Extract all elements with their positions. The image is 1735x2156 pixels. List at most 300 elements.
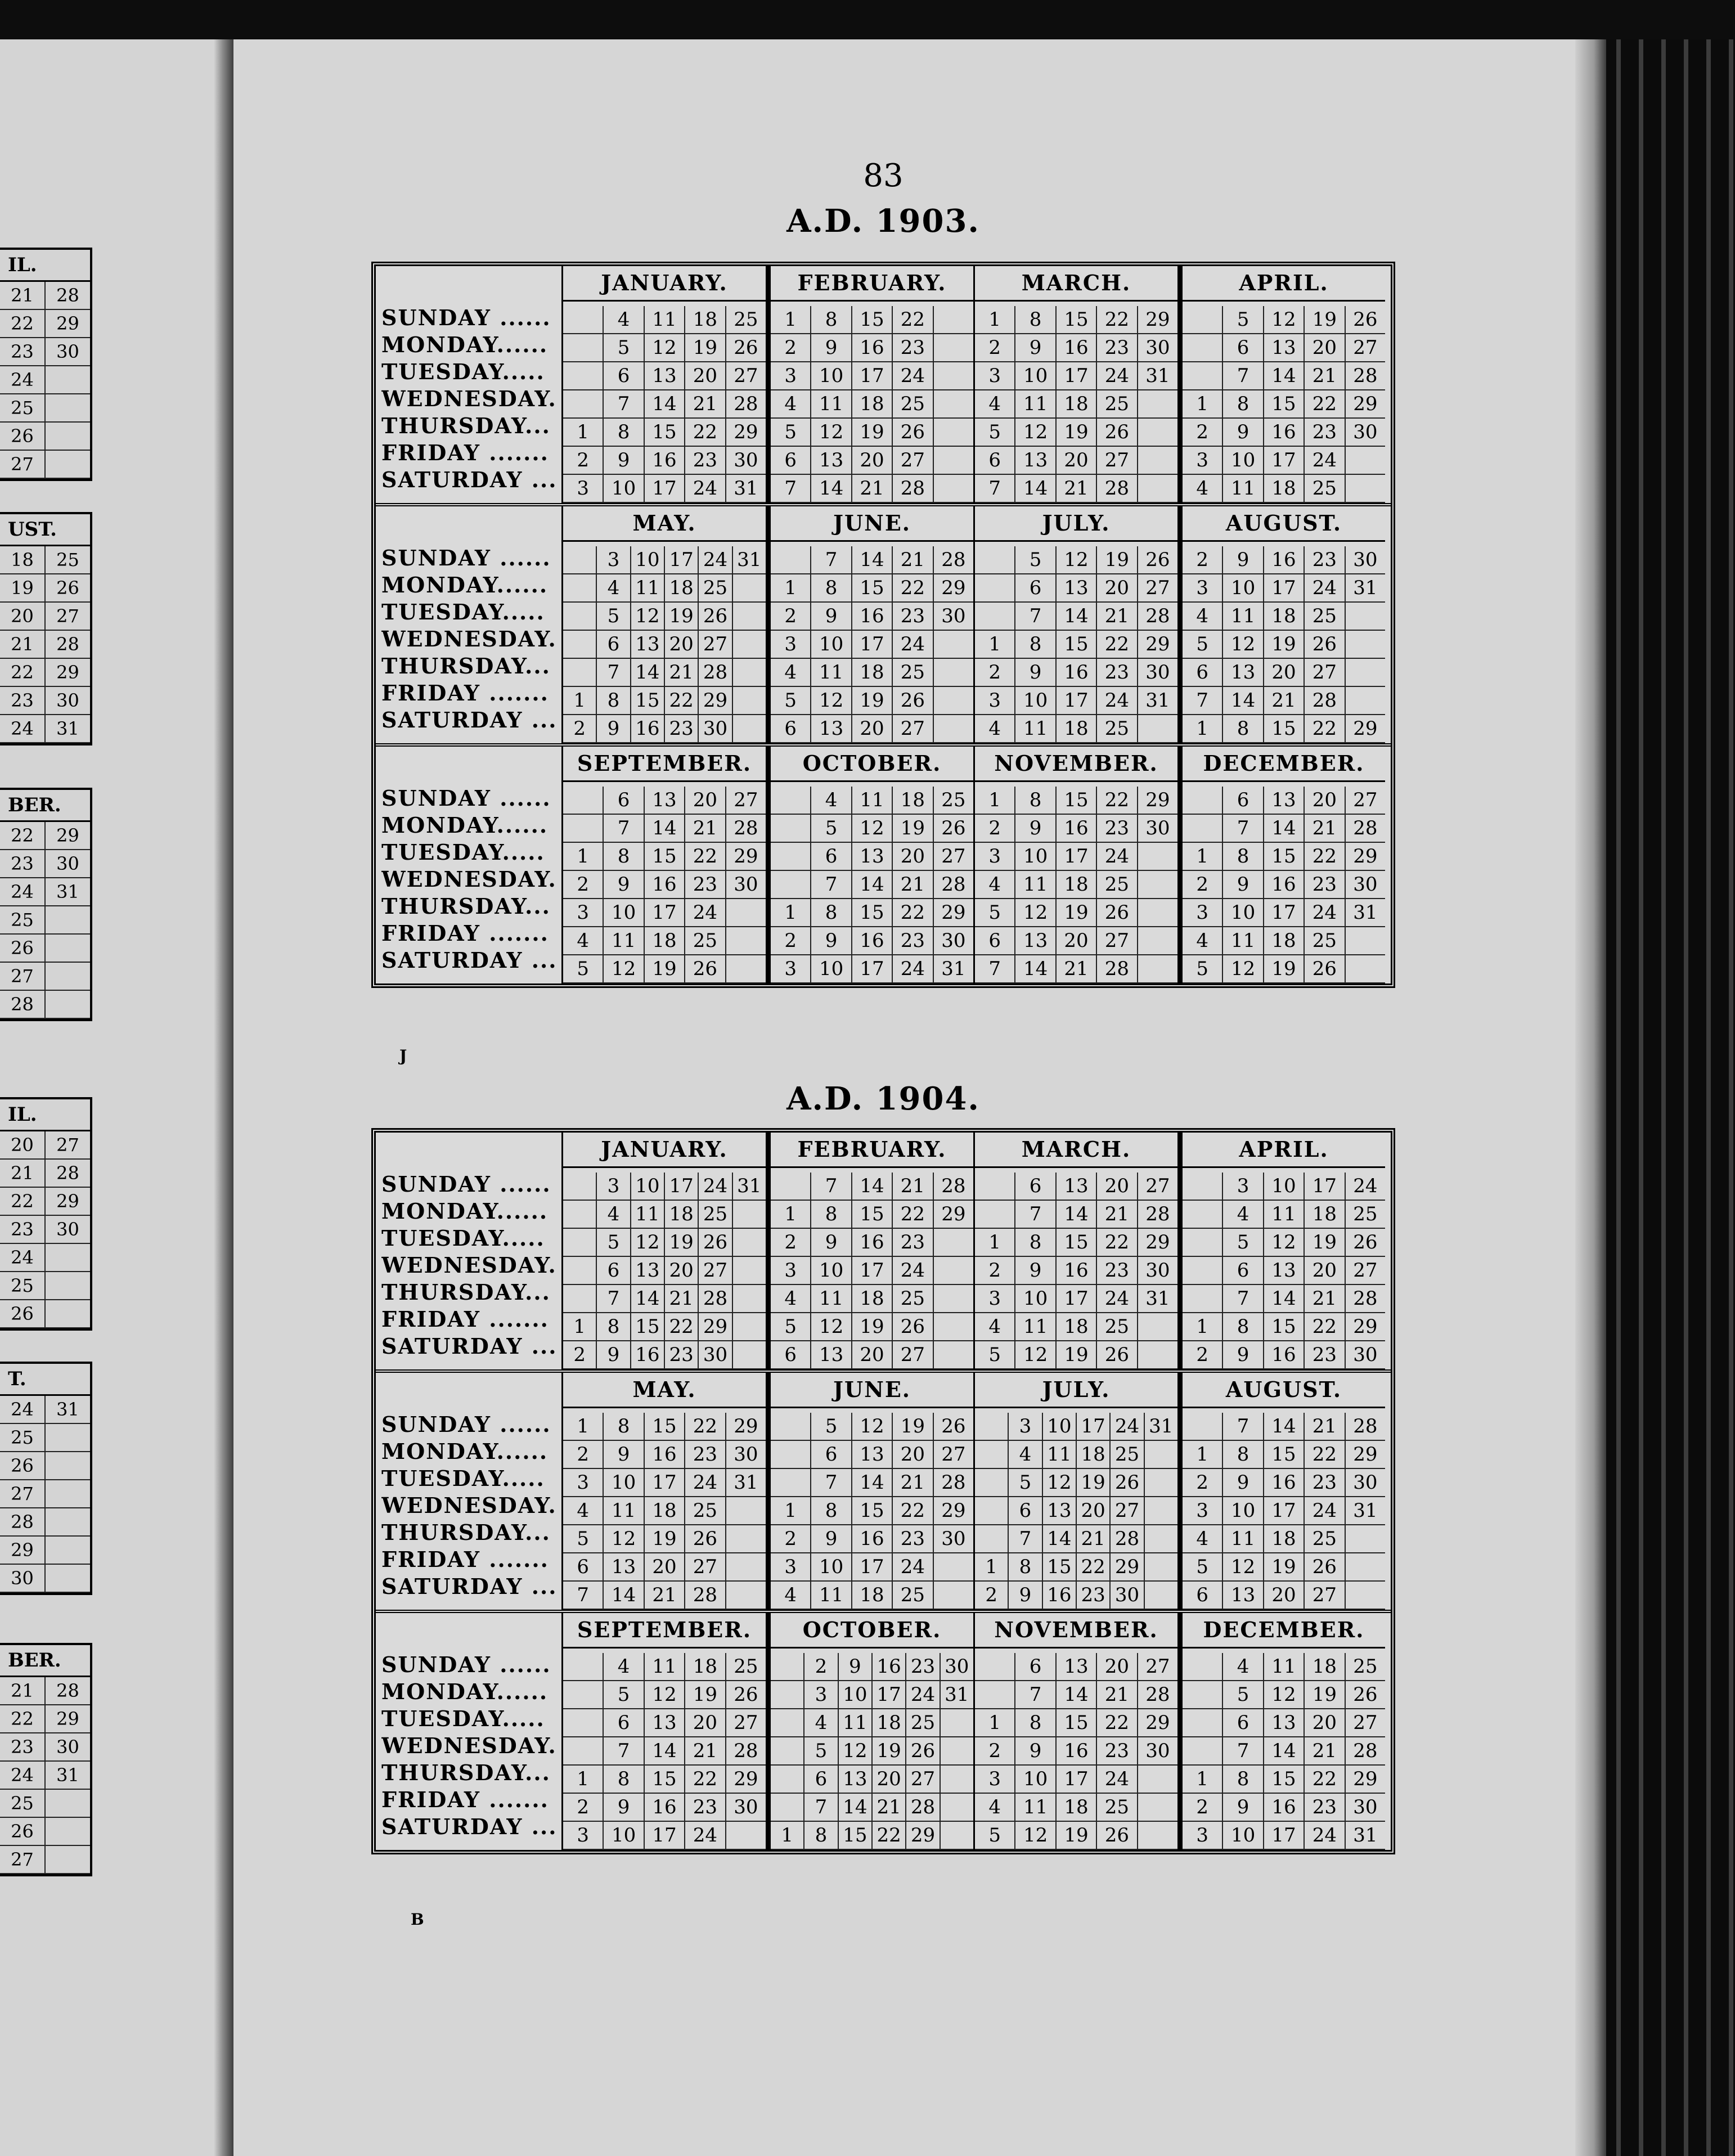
fragment-row: [0, 822, 90, 850]
date-cell: 30: [699, 715, 732, 742]
date-cell: 23: [1305, 871, 1345, 898]
date-cell: 2: [1183, 871, 1223, 898]
date-cell: 26: [893, 687, 933, 714]
date-cell: 16: [1057, 1737, 1097, 1764]
date-cell: 28: [699, 1285, 732, 1312]
date-cell: [46, 451, 90, 478]
date-cell: 1: [1183, 1441, 1223, 1468]
date-cell: 7: [1223, 1413, 1264, 1440]
date-cell: [1138, 475, 1177, 502]
date-cell: 19: [852, 419, 893, 446]
weekday-label: TUESDAY.....: [381, 359, 545, 384]
date-cell: 6: [771, 715, 811, 742]
weekday-label: TUESDAY.....: [381, 1466, 545, 1491]
date-cell: 12: [1015, 899, 1056, 926]
calendar-table: [371, 262, 1395, 988]
date-cell: [771, 1737, 804, 1764]
date-cell: [1138, 390, 1177, 417]
date-cell: 19: [1057, 419, 1097, 446]
date-cell: 30: [1353, 1344, 1378, 1366]
date-cell: [726, 955, 766, 982]
weekday-row: [563, 1582, 766, 1610]
date-cell: [1183, 1737, 1223, 1764]
weekday-row: [771, 659, 973, 687]
date-cell: [1346, 1525, 1385, 1552]
date-cell: 26: [906, 1737, 940, 1764]
weekday-row: [563, 1469, 766, 1497]
date-cell: 18: [665, 1201, 699, 1228]
date-cell: 7: [604, 1737, 644, 1764]
weekday-row: [563, 1201, 766, 1229]
date-cell: 26: [1353, 308, 1378, 331]
month-name: DECEMBER.: [1183, 747, 1385, 782]
date-cell: [1183, 1413, 1223, 1440]
date-cell: 9: [597, 715, 631, 742]
date-cell: 2: [804, 1653, 838, 1680]
month-column: [1177, 1133, 1385, 1369]
date-cell: 7: [975, 475, 1015, 502]
date-cell: 29: [1353, 1768, 1378, 1790]
date-cell: 11: [631, 574, 665, 601]
date-cell: 28: [941, 873, 966, 896]
date-cell: 7: [604, 815, 644, 842]
date-cell: 22: [665, 687, 699, 714]
date-cell: 9: [1015, 1257, 1056, 1284]
left-page-calendar-fragment: [0, 1097, 92, 1331]
date-cell: 3: [1183, 1822, 1223, 1849]
date-cell: 27: [941, 845, 966, 868]
date-cell: 13: [1057, 1653, 1097, 1680]
date-cell: 21: [1305, 1413, 1345, 1440]
date-cell: 3: [771, 955, 811, 982]
date-cell: 15: [852, 574, 893, 601]
date-cell: [1346, 687, 1385, 714]
date-cell: 10: [604, 899, 644, 926]
date-cell: 17: [1057, 1766, 1097, 1793]
date-cell: 17: [852, 631, 893, 658]
date-cell: 11: [811, 659, 852, 686]
date-cell: 8: [811, 899, 852, 926]
date-cell: 22: [0, 310, 46, 337]
date-cell: 1: [975, 1229, 1015, 1256]
weekday-row: [975, 1257, 1177, 1285]
date-cell: [46, 1480, 90, 1507]
date-cell: 4: [1183, 475, 1223, 502]
date-cell: 23: [1097, 1257, 1138, 1284]
date-cell: 18: [665, 574, 699, 601]
date-cell: 28: [699, 659, 732, 686]
date-cell: [563, 1737, 604, 1764]
date-cell: 21: [1305, 362, 1345, 389]
weekday-row: [1183, 1441, 1385, 1469]
date-cell: 25: [1097, 390, 1138, 417]
month-column: [973, 266, 1177, 503]
date-cell: 8: [604, 1766, 644, 1793]
date-cell: 30: [1353, 1796, 1378, 1818]
date-cell: 12: [852, 1413, 893, 1440]
month-name: JULY.: [975, 1373, 1177, 1408]
weekday-row: [563, 334, 766, 362]
weekday-row: [563, 1766, 766, 1794]
date-cell: 28: [0, 1508, 46, 1535]
date-cell: 22: [1097, 787, 1138, 814]
date-cell: 29: [699, 687, 732, 714]
weekday-row: [975, 1709, 1177, 1737]
date-cell: 22: [1077, 1553, 1111, 1580]
date-cell: 30: [945, 1655, 969, 1678]
weekday-label: THURSDAY...: [381, 413, 551, 438]
date-cell: 19: [1264, 1553, 1305, 1580]
date-cell: 10: [1223, 447, 1264, 474]
date-cell: 15: [852, 899, 893, 926]
date-cell: 25: [1097, 871, 1138, 898]
weekday-row: [771, 1441, 973, 1469]
date-cell: 26: [0, 1452, 46, 1479]
date-cell: 26: [1097, 899, 1138, 926]
month-column: [561, 1373, 766, 1610]
signature-mark: J: [399, 1046, 407, 1065]
date-cell: 11: [1043, 1441, 1077, 1468]
date-cell: 31: [1145, 365, 1170, 387]
date-cell: [771, 1173, 811, 1200]
date-cell: 14: [1223, 687, 1264, 714]
date-cell: 6: [597, 1257, 631, 1284]
date-cell: 1: [771, 574, 811, 601]
date-cell: 12: [839, 1737, 873, 1764]
date-cell: 25: [1305, 603, 1345, 630]
date-cell: 31: [1353, 1499, 1378, 1522]
weekday-row: [771, 1737, 973, 1766]
weekday-label: TUESDAY.....: [381, 839, 545, 865]
date-cell: 30: [56, 690, 79, 711]
date-cell: 17: [645, 1469, 685, 1496]
weekday-label: SATURDAY ...: [381, 1574, 558, 1599]
fragment-row: [0, 574, 90, 603]
date-cell: 13: [604, 1553, 644, 1580]
date-cell: 30: [1145, 1740, 1170, 1762]
date-cell: 4: [975, 390, 1015, 417]
date-cell: 3: [1183, 1497, 1223, 1524]
weekday-row: [975, 603, 1177, 631]
date-cell: 22: [0, 1705, 46, 1732]
date-cell: 19: [665, 603, 699, 630]
date-cell: 28: [1145, 1203, 1170, 1225]
date-cell: 25: [893, 1582, 933, 1609]
date-cell: [941, 1822, 973, 1849]
date-cell: [733, 1229, 766, 1256]
date-cell: 29: [1145, 633, 1170, 655]
date-cell: 10: [1043, 1413, 1077, 1440]
date-cell: [1183, 1257, 1223, 1284]
date-cell: 30: [0, 1565, 46, 1592]
fragment-row: [0, 935, 90, 963]
date-cell: 23: [893, 1525, 933, 1552]
date-cell: 5: [1183, 631, 1223, 658]
date-cell: [563, 1285, 597, 1312]
date-cell: 15: [645, 419, 685, 446]
date-cell: 7: [1015, 603, 1056, 630]
weekday-label: WEDNESDAY.: [381, 1252, 557, 1278]
date-cell: 25: [685, 927, 726, 954]
date-cell: 4: [771, 1582, 811, 1609]
month-name: SEPTEMBER.: [563, 747, 766, 782]
date-cell: 27: [0, 451, 46, 478]
date-cell: 9: [604, 1441, 644, 1468]
date-cell: 24: [1305, 1822, 1345, 1849]
date-cell: 8: [1223, 843, 1264, 870]
date-cell: 21: [665, 659, 699, 686]
date-cell: 20: [685, 362, 726, 389]
date-cell: 2: [975, 334, 1015, 361]
date-cell: [1145, 1582, 1177, 1609]
date-cell: 21: [1305, 815, 1345, 842]
date-cell: 23: [0, 1216, 46, 1243]
fragment-row: [0, 394, 90, 423]
date-cell: 9: [1223, 1794, 1264, 1821]
date-cell: [771, 871, 811, 898]
date-cell: 9: [811, 1525, 852, 1552]
date-cell: 8: [1223, 1766, 1264, 1793]
date-cell: 24: [893, 362, 933, 389]
date-cell: 27: [893, 1341, 933, 1368]
month-name: JULY.: [975, 506, 1177, 542]
date-cell: 24: [685, 1822, 726, 1849]
year-title: A.D. 1904.: [786, 1080, 980, 1117]
weekday-row: [1183, 1497, 1385, 1525]
weekday-row: [1183, 1709, 1385, 1737]
fragment-month-name: T.: [0, 1364, 90, 1396]
date-cell: 22: [893, 899, 933, 926]
date-cell: 27: [1305, 1582, 1345, 1609]
date-cell: 12: [1264, 1229, 1305, 1256]
date-cell: [1183, 815, 1223, 842]
date-cell: 26: [699, 603, 732, 630]
fragment-row: [0, 1216, 90, 1244]
weekday-row: [771, 362, 973, 390]
signature-mark: B: [411, 1910, 424, 1929]
weekday-row: [771, 1525, 973, 1553]
date-cell: 9: [1223, 1341, 1264, 1368]
date-cell: 24: [1097, 687, 1138, 714]
weekday-label: TUESDAY.....: [381, 1706, 545, 1731]
date-cell: 14: [631, 1285, 665, 1312]
weekday-label: SUNDAY ......: [381, 785, 551, 811]
date-cell: 7: [604, 390, 644, 417]
date-cell: [771, 1709, 804, 1736]
weekday-label: THURSDAY...: [381, 1520, 551, 1545]
date-cell: 14: [645, 390, 685, 417]
weekday-row: [1183, 1582, 1385, 1610]
date-cell: 5: [975, 1822, 1015, 1849]
date-cell: 2: [1183, 419, 1223, 446]
date-cell: [733, 574, 766, 601]
weekday-labels: [381, 506, 561, 743]
weekday-label: WEDNESDAY.: [381, 386, 557, 411]
month-column: [1177, 266, 1385, 503]
date-cell: 9: [1223, 546, 1264, 573]
date-cell: 7: [811, 871, 852, 898]
weekday-row: [1183, 1822, 1385, 1850]
date-cell: 29: [941, 901, 966, 924]
date-cell: 28: [1353, 365, 1378, 387]
date-cell: [975, 1469, 1009, 1496]
date-cell: 18: [1264, 927, 1305, 954]
date-cell: 22: [1305, 1441, 1345, 1468]
date-cell: 28: [734, 817, 758, 839]
date-cell: 15: [1264, 1441, 1305, 1468]
date-cell: 9: [1009, 1582, 1042, 1609]
weekday-row: [975, 1497, 1177, 1525]
date-cell: 17: [1057, 362, 1097, 389]
date-cell: 23: [1097, 1737, 1138, 1764]
fragment-row: [0, 1565, 90, 1593]
date-cell: 4: [771, 1285, 811, 1312]
month-column: [973, 1613, 1177, 1850]
date-cell: 2: [975, 1582, 1009, 1609]
date-cell: 22: [1305, 715, 1345, 742]
date-cell: [46, 935, 90, 962]
weekday-row: [771, 715, 973, 743]
date-cell: [975, 574, 1015, 601]
date-cell: 5: [811, 815, 852, 842]
date-cell: 26: [1353, 1231, 1378, 1254]
date-cell: 11: [1264, 1201, 1305, 1228]
date-cell: 29: [0, 1537, 46, 1564]
date-cell: 30: [1111, 1582, 1144, 1609]
date-cell: 13: [1057, 574, 1097, 601]
weekday-row: [771, 1794, 973, 1822]
date-cell: 15: [645, 1766, 685, 1793]
weekday-label: THURSDAY...: [381, 653, 551, 679]
date-cell: 25: [1097, 1313, 1138, 1340]
weekday-label: SUNDAY ......: [381, 1652, 551, 1677]
date-cell: [975, 1681, 1015, 1708]
date-cell: 16: [1264, 871, 1305, 898]
weekday-row: [975, 419, 1177, 447]
weekday-row: [771, 419, 973, 447]
date-cell: [771, 815, 811, 842]
date-cell: 6: [1015, 574, 1056, 601]
date-cell: 19: [1264, 955, 1305, 982]
weekday-row: [771, 843, 973, 871]
date-cell: 20: [852, 1341, 893, 1368]
fragment-month-name: IL.: [0, 250, 90, 282]
date-cell: 23: [0, 338, 46, 365]
date-cell: 8: [811, 1497, 852, 1524]
date-cell: 13: [631, 1257, 665, 1284]
date-cell: 2: [1183, 1341, 1223, 1368]
weekday-labels: [381, 1613, 561, 1850]
date-cell: 13: [1223, 659, 1264, 686]
date-cell: 11: [811, 390, 852, 417]
date-cell: 27: [699, 631, 732, 658]
date-cell: 13: [1264, 1257, 1305, 1284]
date-cell: 8: [811, 306, 852, 333]
date-cell: 28: [0, 991, 46, 1018]
date-cell: 27: [1097, 927, 1138, 954]
weekday-label: SATURDAY ...: [381, 467, 558, 492]
month-column: [561, 747, 766, 983]
date-cell: 17: [1264, 447, 1305, 474]
date-cell: 20: [893, 843, 933, 870]
fragment-row: [0, 1705, 90, 1733]
date-cell: 27: [685, 1553, 726, 1580]
weekday-row: [975, 1794, 1177, 1822]
date-cell: 28: [1097, 475, 1138, 502]
date-cell: 7: [811, 546, 852, 573]
weekday-row: [975, 1766, 1177, 1794]
date-cell: 2: [771, 334, 811, 361]
date-cell: 4: [1183, 927, 1223, 954]
date-cell: 21: [893, 1173, 933, 1200]
date-cell: 22: [893, 1201, 933, 1228]
date-cell: 10: [811, 631, 852, 658]
month-name: MARCH.: [975, 1133, 1177, 1168]
date-cell: [1138, 1313, 1177, 1340]
date-cell: 20: [873, 1766, 906, 1793]
weekday-row: [771, 1497, 973, 1525]
fragment-row: [0, 1131, 90, 1160]
date-cell: 16: [645, 871, 685, 898]
weekday-row: [1183, 787, 1385, 815]
month-name: APRIL.: [1183, 1133, 1385, 1168]
date-cell: 26: [1097, 1822, 1138, 1849]
date-cell: 16: [631, 715, 665, 742]
weekday-row: [563, 687, 766, 715]
weekday-label: MONDAY......: [381, 1679, 549, 1704]
date-cell: [1138, 1794, 1177, 1821]
date-cell: 21: [685, 1737, 726, 1764]
weekday-row: [1183, 687, 1385, 715]
date-cell: 5: [1223, 306, 1264, 333]
date-cell: 3: [597, 1173, 631, 1200]
date-cell: 5: [771, 1313, 811, 1340]
date-cell: 7: [1223, 1737, 1264, 1764]
date-cell: 31: [1353, 1824, 1378, 1847]
date-cell: 30: [56, 1219, 79, 1240]
date-cell: 24: [0, 1244, 46, 1271]
date-cell: 4: [1009, 1441, 1042, 1468]
date-cell: [563, 659, 597, 686]
date-cell: 18: [1305, 1653, 1345, 1680]
date-cell: 13: [1043, 1497, 1077, 1524]
date-cell: 19: [645, 1525, 685, 1552]
date-cell: [733, 715, 766, 742]
date-cell: 29: [56, 662, 79, 683]
weekday-row: [563, 815, 766, 843]
date-cell: 29: [1353, 1443, 1378, 1466]
weekday-row: [563, 1441, 766, 1469]
date-cell: 13: [1223, 1582, 1264, 1609]
weekday-row: [771, 927, 973, 955]
date-cell: [1346, 927, 1385, 954]
date-cell: 6: [1223, 1709, 1264, 1736]
page-edge: [1575, 39, 1606, 2156]
left-page-calendar-fragment: [0, 788, 92, 1021]
date-cell: 15: [1043, 1553, 1077, 1580]
date-cell: 29: [1145, 789, 1170, 811]
date-cell: [934, 1229, 973, 1256]
date-cell: 29: [906, 1822, 940, 1849]
date-cell: 26: [1305, 1553, 1345, 1580]
date-cell: 2: [771, 1229, 811, 1256]
date-cell: [733, 1341, 766, 1368]
date-cell: 8: [604, 843, 644, 870]
date-cell: [1138, 899, 1177, 926]
fragment-row: [0, 1790, 90, 1818]
month-name: NOVEMBER.: [975, 1613, 1177, 1649]
date-cell: 20: [1264, 659, 1305, 686]
